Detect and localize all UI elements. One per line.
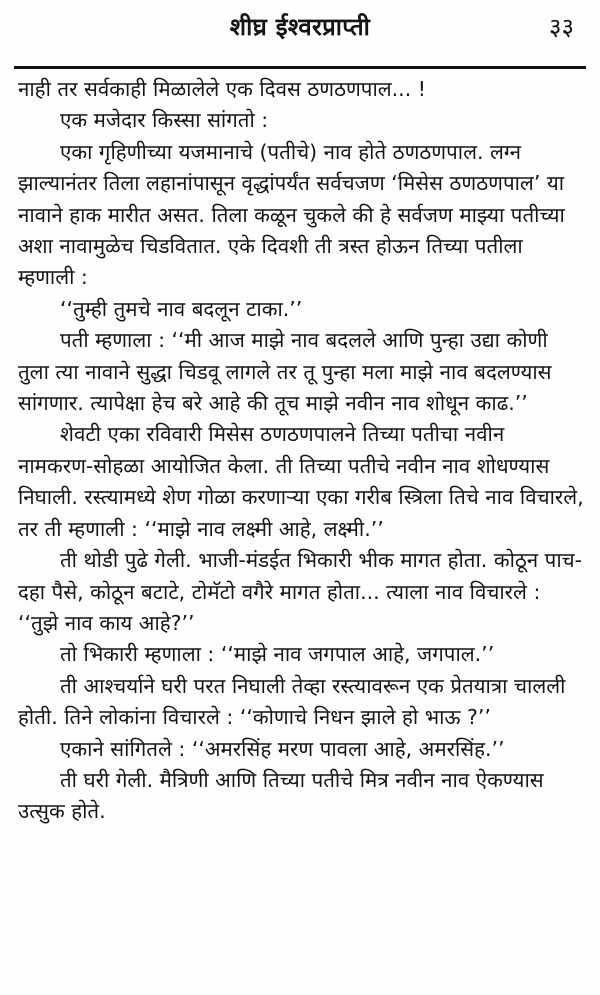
paragraph-7: ती थोडी पुढे गेली. भाजी-मंडईत भिकारी भीक मागत होता. कोठून पाच-दहा पैसे, कोठून बटाटे, टोमॅटो वगैरे मागत होता... त्याला नाव विचारले : ‘‘तुझे नाव काय आहे?’’ (18, 548, 583, 635)
paragraph-8: तो भिकारी म्हणाला : ‘‘माझे नाव जगपाल आहे, जगपाल.’’ (60, 642, 495, 667)
paragraph-4: ‘‘तुम्ही तुमचे नाव बदलून टाका.’’ (60, 296, 303, 321)
paragraph-1: नाही तर सर्वकाही मिळालेले एक दिवस ठणठणपाल... ! (18, 77, 426, 101)
paragraph-11: ती घरी गेली. मैत्रिणी आणि तिच्या पतीचे मित्र नवीन नाव ऐकण्यास उत्सुक होते. (18, 767, 544, 824)
paragraph-6: शेवटी एका रविवारी मिसेस ठणठणपालने तिच्या पतीचा नवीन नामकरण-सोहळा आयोजित केला. ती तिच्या पतीचे नवीन नाव शोधण्यास निघाली. रस्त्यामध्ये शेण गोळा करणाऱ्या एका गरीब स्त्रिला तिचे नाव विचारले, तर ती म्हणाली : ‘‘माझे नाव लक्ष्मी आहे, लक्ष्मी.’’ (18, 422, 584, 541)
paragraph-10: एकाने सांगितले : ‘‘अमरसिंह मरण पावला आहे, अमरसिंह.’’ (60, 736, 505, 761)
paragraph-9: ती आश्चर्याने घरी परत निघाली तेव्हा रस्त्यावरून एक प्रेतयात्रा चालली होती. तिने लोकांना विचारले : ‘‘कोणाचे निधन झाले हो भाऊ ?’’ (18, 673, 566, 730)
paragraph-2: एक मजेदार किस्सा सांगतो : (60, 108, 269, 133)
page-title: शीघ्र ईश्वरप्राप्ती (229, 13, 371, 41)
header-rule (14, 66, 586, 69)
paragraph-3: एका गृहिणीच्या यजमानाचे (पतीचे) नाव होते ठणठणपाल. लग्न झाल्यानंतर तिला लहानांपासून वृद्धांपर्यंत सर्वचजण ‘मिसेस ठणठणपाल’ या नावाने हाक मारीत असत. तिला कळून चुकले की हे सर्वजण माझ्या पतीच्या अशा नावामुळेच चिडवितात. एके दिवशी ती त्रस्त होऊन तिच्या पतीला म्हणाली : (18, 139, 565, 290)
body-text (18, 74, 584, 828)
running-header (14, 4, 586, 70)
paragraph-5: पती म्हणाला : ‘‘मी आज माझे नाव बदलले आणि पुन्हा उद्या कोणी तुला त्या नावाने सुद्धा चिडवू लागले तर तू पुन्हा मला माझे नाव बदलण्यास सांगणार. त्यापेक्षा हेच बरे आहे की तूच माझे नवीन नाव शोधून काढ.’’ (18, 328, 552, 416)
page-number: ३३ (549, 13, 574, 41)
